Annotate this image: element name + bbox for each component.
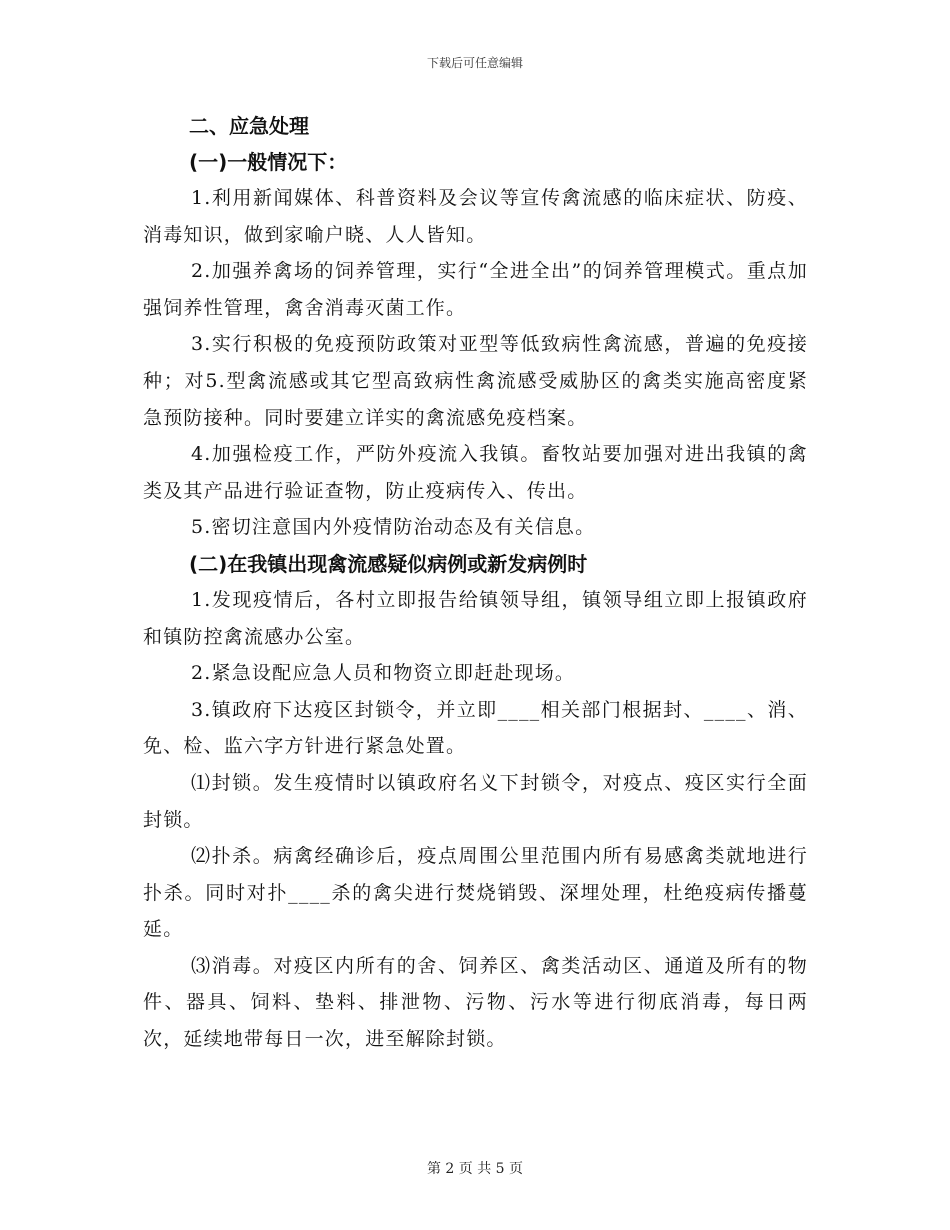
header-note: 下载后可任意编辑 (426, 56, 523, 70)
subsection-title-2: (二)在我镇出现禽流感疑似病例或新发病例时 (189, 551, 588, 576)
paragraph: ⑵扑杀。病禽经确诊后，疫点周围公里范围内所有易感禽类就地进行扑杀。同时对扑____杀的禽尖进行焚烧销毁、深埋处理，杜绝疫病传播蔓延。 (143, 845, 808, 941)
paragraph: 1.利用新闻媒体、科普资料及会议等宣传禽流感的临床症状、防疫、消毒知识，做到家喻户晓、人人皆知。 (143, 187, 808, 246)
page-number: 第 2 页 共 5 页 (426, 1161, 524, 1177)
section-title: 二、应急处理 (189, 114, 309, 138)
paragraph: 4.加强检疫工作，严防外疫流入我镇。畜牧站要加强对进出我镇的禽类及其产品进行验证查物，防止疫病传入、传出。 (143, 443, 808, 502)
subsection-title-1: (一)一般情况下： (189, 150, 348, 174)
paragraph: ⑴封锁。发生疫情时以镇政府名义下封锁令，对疫点、疫区实行全面封锁。 (143, 771, 808, 831)
paragraph: 2.紧急设配应急人员和物资立即赶赴现场。 (191, 662, 576, 685)
paragraph: ⑶消毒。对疫区内所有的舍、饲养区、禽类活动区、通道及所有的物件、器具、饲料、垫料、排泄物、污物、污水等进行彻底消毒，每日两次，延续地带每日一次，进至解除封锁。 (143, 954, 808, 1051)
paragraph: 3.镇政府下达疫区封锁令，并立即____相关部门根据封、____、消、免、检、监六字方针进行紧急处置。 (143, 698, 808, 758)
paragraph: 1.发现疫情后，各村立即报告给镇领导组，镇领导组立即上报镇政府和镇防控禽流感办公室。 (143, 588, 808, 648)
paragraph: 5.密切注意国内外疫情防治动态及有关信息。 (191, 516, 596, 539)
paragraph: 2.加强养禽场的饲养管理，实行“全进全出”的饲养管理模式。重点加强饲养性管理，禽舍消毒灭菌工作。 (143, 260, 808, 319)
document-body (143, 108, 808, 1058)
paragraph: 3.实行积极的免疫预防政策对亚型等低致病性禽流感，普遍的免疫接种；对5.型禽流感或其它型高致病性禽流感受威胁区的禽类实施高密度紧急预防接种。同时要建立详实的禽流感免疫档案。 (143, 333, 808, 429)
